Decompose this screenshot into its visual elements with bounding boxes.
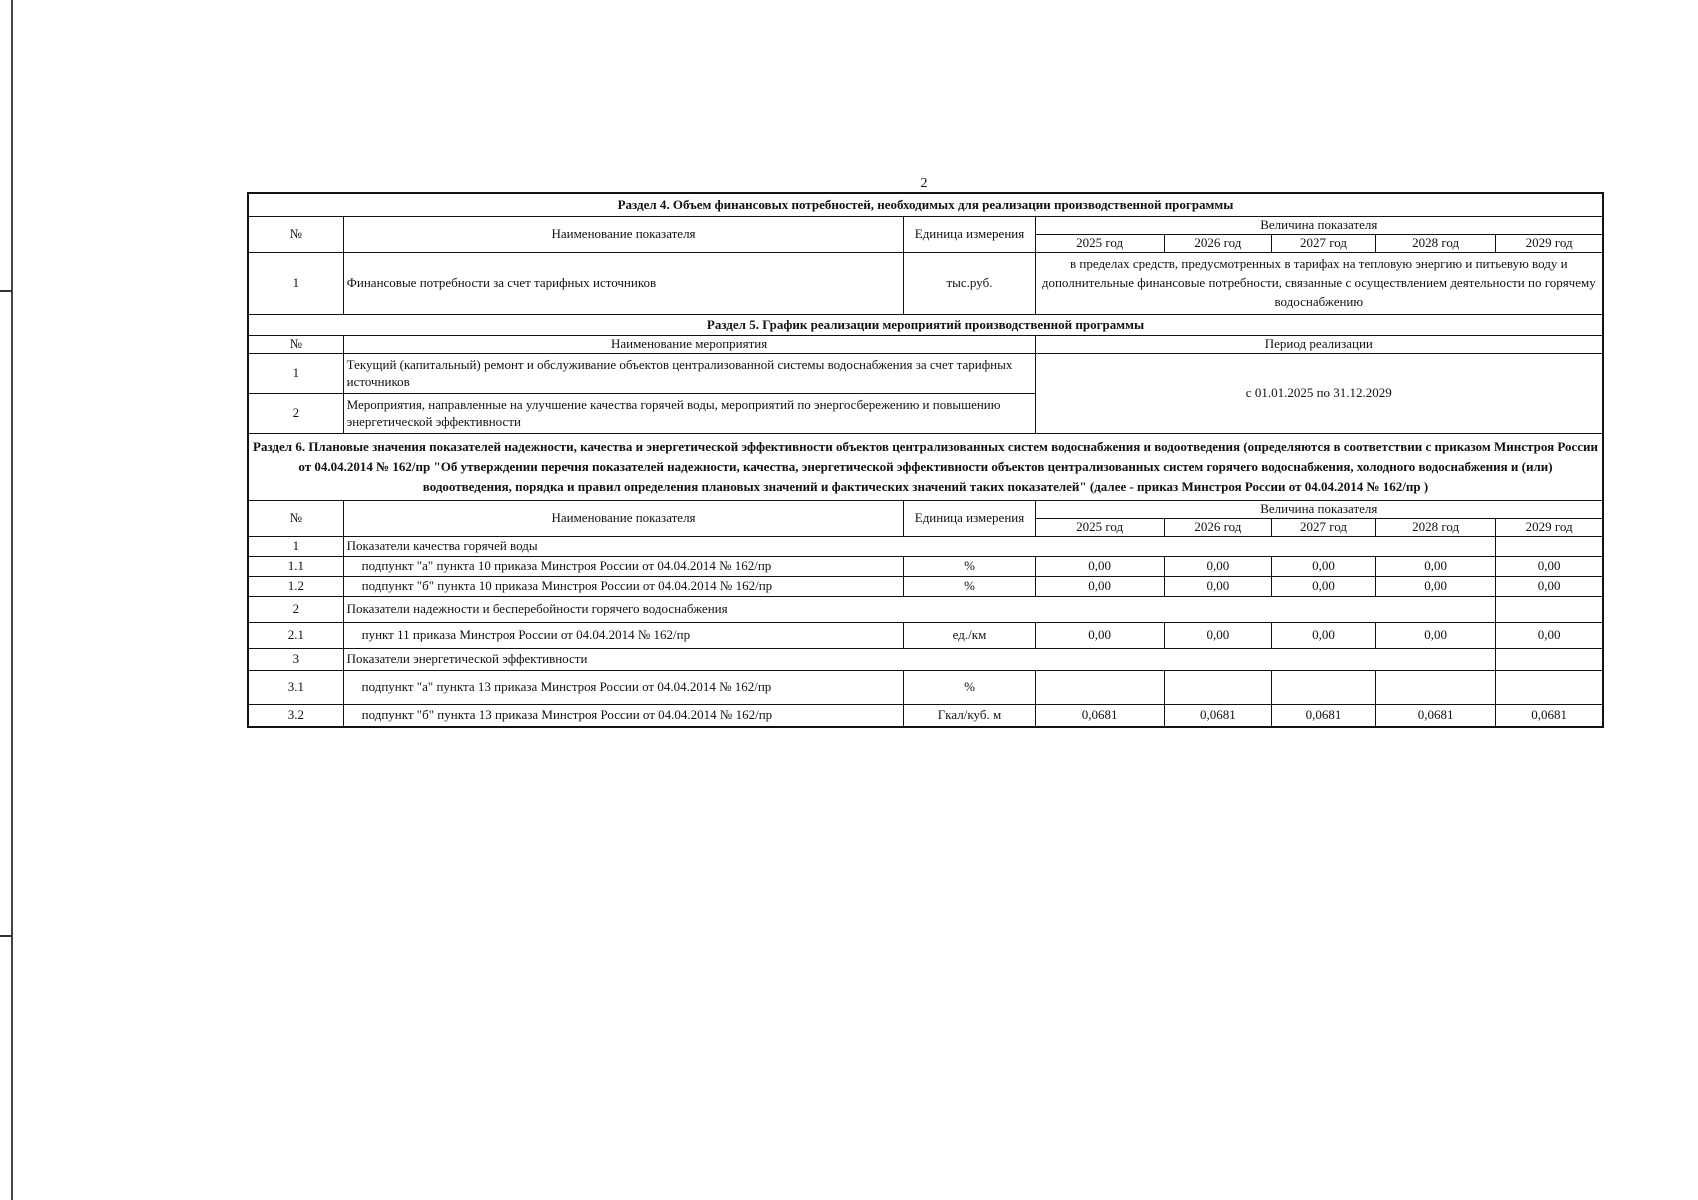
- value-2026: [1164, 671, 1271, 705]
- section6-header-unit: Единица измерения: [904, 501, 1035, 537]
- value-2025: 0,00: [1035, 557, 1164, 577]
- table-row: [248, 597, 1603, 623]
- row-name: Финансовые потребности за счет тарифных источников: [343, 253, 904, 315]
- section4-year-2028: 2028 год: [1376, 235, 1496, 253]
- scan-tick-mark: [0, 935, 12, 937]
- row-num: 2.1: [248, 623, 343, 649]
- row-unit: %: [904, 671, 1035, 705]
- section5-title: Раздел 5. График реализации мероприятий производственной программы: [248, 315, 1603, 336]
- table-row: [248, 623, 1603, 649]
- section6-year-2029: 2029 год: [1496, 519, 1603, 537]
- section5-header-name: Наименование мероприятия: [343, 336, 1035, 354]
- value-2025: [1035, 671, 1164, 705]
- group-num: 1: [248, 537, 343, 557]
- section6-header-name: Наименование показателя: [343, 501, 904, 537]
- row-unit: тыс.руб.: [904, 253, 1035, 315]
- row-unit: %: [904, 557, 1035, 577]
- row-name: подпункт "а" пункта 10 приказа Минстроя России от 04.04.2014 № 162/пр: [343, 557, 904, 577]
- value-2027: 0,0681: [1271, 705, 1375, 727]
- row-value-text: в пределах средств, предусмотренных в тарифах на тепловую энергию и питьевую воду и дополнительные финансовые потребности, связанные с осуществлением деятельности по горячему водоснабжению: [1035, 253, 1603, 315]
- value-2025: 0,00: [1035, 623, 1164, 649]
- row-unit: %: [904, 577, 1035, 597]
- program-table: [247, 192, 1604, 728]
- value-2029: 0,00: [1496, 557, 1603, 577]
- value-2027: 0,00: [1271, 557, 1375, 577]
- row-num: 2: [248, 394, 343, 434]
- value-2027: 0,00: [1271, 623, 1375, 649]
- row-num: 3.2: [248, 705, 343, 727]
- value-2029: [1496, 671, 1603, 705]
- row-name: Текущий (капитальный) ремонт и обслуживание объектов централизованной системы водоснабжения за счет тарифных источников: [343, 354, 1035, 394]
- empty-cell: [1496, 597, 1603, 623]
- row-name: Мероприятия, направленные на улучшение качества горячей воды, мероприятий по энергосбережению и повышению энергетической эффективности: [343, 394, 1035, 434]
- table-row: [248, 557, 1603, 577]
- value-2026: 0,00: [1164, 557, 1271, 577]
- section4-year-2025: 2025 год: [1035, 235, 1164, 253]
- section6-year-2027: 2027 год: [1271, 519, 1375, 537]
- empty-cell: [1496, 537, 1603, 557]
- section6-year-2028: 2028 год: [1376, 519, 1496, 537]
- value-2029: 0,0681: [1496, 705, 1603, 727]
- value-2026: 0,00: [1164, 623, 1271, 649]
- value-2028: 0,00: [1376, 557, 1496, 577]
- empty-cell: [1496, 649, 1603, 671]
- table-row: [248, 354, 1603, 394]
- table-row: [248, 537, 1603, 557]
- section4-header-name: Наименование показателя: [343, 217, 904, 253]
- page-number: 2: [920, 176, 928, 191]
- group-num: 2: [248, 597, 343, 623]
- section4-year-2029: 2029 год: [1496, 235, 1603, 253]
- group-name: Показатели качества горячей воды: [343, 537, 1496, 557]
- value-2028: 0,00: [1376, 577, 1496, 597]
- table-row: [248, 705, 1603, 727]
- value-2029: 0,00: [1496, 577, 1603, 597]
- value-2026: 0,0681: [1164, 705, 1271, 727]
- section4-header-unit: Единица измерения: [904, 217, 1035, 253]
- value-2027: [1271, 671, 1375, 705]
- section4-header-num: №: [248, 217, 343, 253]
- section6-header-value-group: Величина показателя: [1035, 501, 1603, 519]
- value-2029: 0,00: [1496, 623, 1603, 649]
- row-name: подпункт "а" пункта 13 приказа Минстроя России от 04.04.2014 № 162/пр: [343, 671, 904, 705]
- scan-tick-mark: [0, 290, 12, 292]
- value-2028: [1376, 671, 1496, 705]
- row-num: 1: [248, 354, 343, 394]
- value-2027: 0,00: [1271, 577, 1375, 597]
- section5-header-num: №: [248, 336, 343, 354]
- row-unit: Гкал/куб. м: [904, 705, 1035, 727]
- value-2028: 0,00: [1376, 623, 1496, 649]
- row-num: 1.2: [248, 577, 343, 597]
- row-num: 1.1: [248, 557, 343, 577]
- section4-year-2027: 2027 год: [1271, 235, 1375, 253]
- table-row: [248, 671, 1603, 705]
- table-row: [248, 577, 1603, 597]
- value-2026: 0,00: [1164, 577, 1271, 597]
- table-row: [248, 649, 1603, 671]
- scan-edge-line: [11, 0, 13, 1200]
- section6-year-2026: 2026 год: [1164, 519, 1271, 537]
- section4-year-2026: 2026 год: [1164, 235, 1271, 253]
- group-num: 3: [248, 649, 343, 671]
- value-2025: 0,0681: [1035, 705, 1164, 727]
- value-2028: 0,0681: [1376, 705, 1496, 727]
- table-row: [248, 253, 1603, 315]
- row-num: 3.1: [248, 671, 343, 705]
- row-unit: ед./км: [904, 623, 1035, 649]
- section6-header-num: №: [248, 501, 343, 537]
- row-name: подпункт "б" пункта 13 приказа Минстроя России от 04.04.2014 № 162/пр: [343, 705, 904, 727]
- section5-header-period: Период реализации: [1035, 336, 1603, 354]
- section6-year-2025: 2025 год: [1035, 519, 1164, 537]
- value-2025: 0,00: [1035, 577, 1164, 597]
- section4-header-value-group: Величина показателя: [1035, 217, 1603, 235]
- row-num: 1: [248, 253, 343, 315]
- section4-title: Раздел 4. Объем финансовых потребностей, необходимых для реализации производственной программы: [248, 193, 1603, 217]
- row-name: пункт 11 приказа Минстроя России от 04.04.2014 № 162/пр: [343, 623, 904, 649]
- group-name: Показатели надежности и бесперебойности горячего водоснабжения: [343, 597, 1496, 623]
- section5-period: с 01.01.2025 по 31.12.2029: [1035, 354, 1603, 434]
- section6-title: Раздел 6. Плановые значения показателей надежности, качества и энергетической эффективности объектов централизованных систем водоснабжения и водоотведения (определяются в соответствии с приказом Минстроя России от 04.04.2014 № 162/пр "Об утверждении перечня показателей надежности, качества, энергетической эффективности объектов централизованных систем горячего водоснабжения, холодного водоснабжения и (или) водоотведения, порядка и правил определения плановых значений и фактических значений таких показателей" (далее - приказ Минстроя России от 04.04.2014 № 162/пр ): [248, 434, 1603, 501]
- row-name: подпункт "б" пункта 10 приказа Минстроя России от 04.04.2014 № 162/пр: [343, 577, 904, 597]
- group-name: Показатели энергетической эффективности: [343, 649, 1496, 671]
